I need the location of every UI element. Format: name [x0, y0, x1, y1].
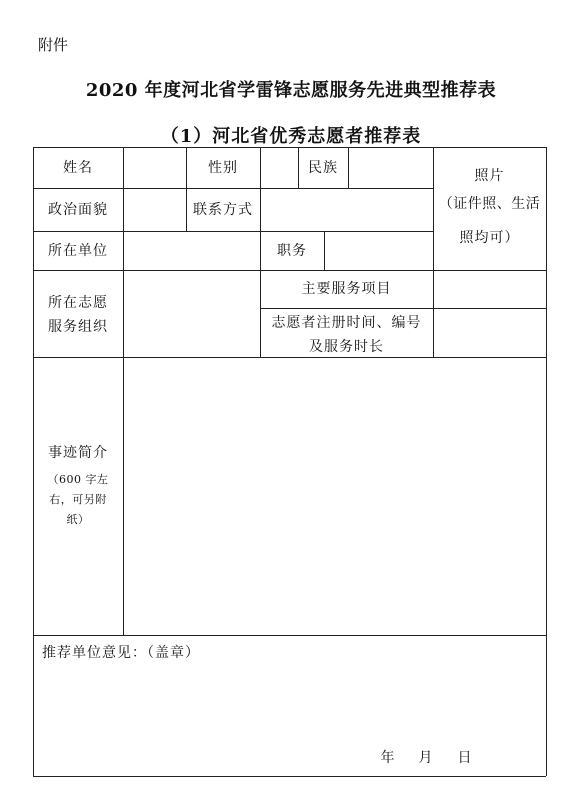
- main-projects-label: 主要服务项目: [301, 281, 392, 297]
- work-unit-label: 所在单位: [48, 242, 108, 259]
- deeds-field[interactable]: [124, 358, 546, 635]
- position-field[interactable]: [325, 232, 433, 270]
- deeds-title: 事迹简介: [48, 445, 108, 461]
- form-title: 2020 年度河北省学雷锋志愿服务先进典型推荐表: [85, 80, 497, 101]
- recommend-opinion-label: 推荐单位意见：（盖章）: [42, 645, 200, 661]
- political-status-label: 政治面貌: [48, 201, 108, 218]
- name-field[interactable]: [124, 148, 186, 188]
- deeds-note-line1: （600 字左: [47, 473, 109, 486]
- form-subtitle: （1）河北省优秀志愿者推荐表: [160, 126, 422, 147]
- date-month: 月: [418, 750, 434, 766]
- deeds-note-line2: 右，可另附: [49, 493, 107, 506]
- date-day: 日: [457, 750, 473, 766]
- org-label: [33, 270, 123, 357]
- photo-label: 照片: [474, 168, 505, 184]
- contact-field[interactable]: [261, 189, 433, 231]
- ethnicity-label: 民族: [308, 159, 338, 176]
- deeds-label: [33, 357, 123, 635]
- ethnicity-field[interactable]: [349, 148, 433, 188]
- table-line: [33, 776, 546, 777]
- position-label: 职务: [277, 242, 307, 259]
- registration-label-line2: 及服务时长: [309, 339, 384, 355]
- table-line: [33, 635, 546, 636]
- name-label: 姓名: [63, 159, 93, 176]
- registration-field[interactable]: [434, 309, 546, 357]
- gender-label: 性别: [208, 159, 238, 176]
- org-label-line2: 服务组织: [48, 319, 108, 335]
- registration-label: [260, 308, 433, 357]
- registration-label-line1: 志愿者注册时间、编号: [271, 315, 422, 331]
- org-label-line1: 所在志愿: [48, 295, 108, 311]
- contact-label: 联系方式: [193, 201, 253, 218]
- deeds-note-line3: 纸）: [66, 513, 90, 526]
- photo-note-line1: （证件照、生活: [438, 196, 541, 212]
- main-projects-field[interactable]: [434, 271, 546, 308]
- photo-box[interactable]: [433, 147, 546, 270]
- date-year: 年: [380, 750, 396, 766]
- recommend-opinion-field[interactable]: [34, 668, 546, 740]
- table-line: [546, 147, 547, 776]
- photo-note-line2: 照均可）: [459, 230, 520, 246]
- org-field[interactable]: [124, 271, 260, 357]
- work-unit-field[interactable]: [124, 232, 260, 270]
- gender-field[interactable]: [261, 148, 298, 188]
- attachment-label: 附件: [38, 36, 69, 54]
- political-status-field[interactable]: [124, 189, 186, 231]
